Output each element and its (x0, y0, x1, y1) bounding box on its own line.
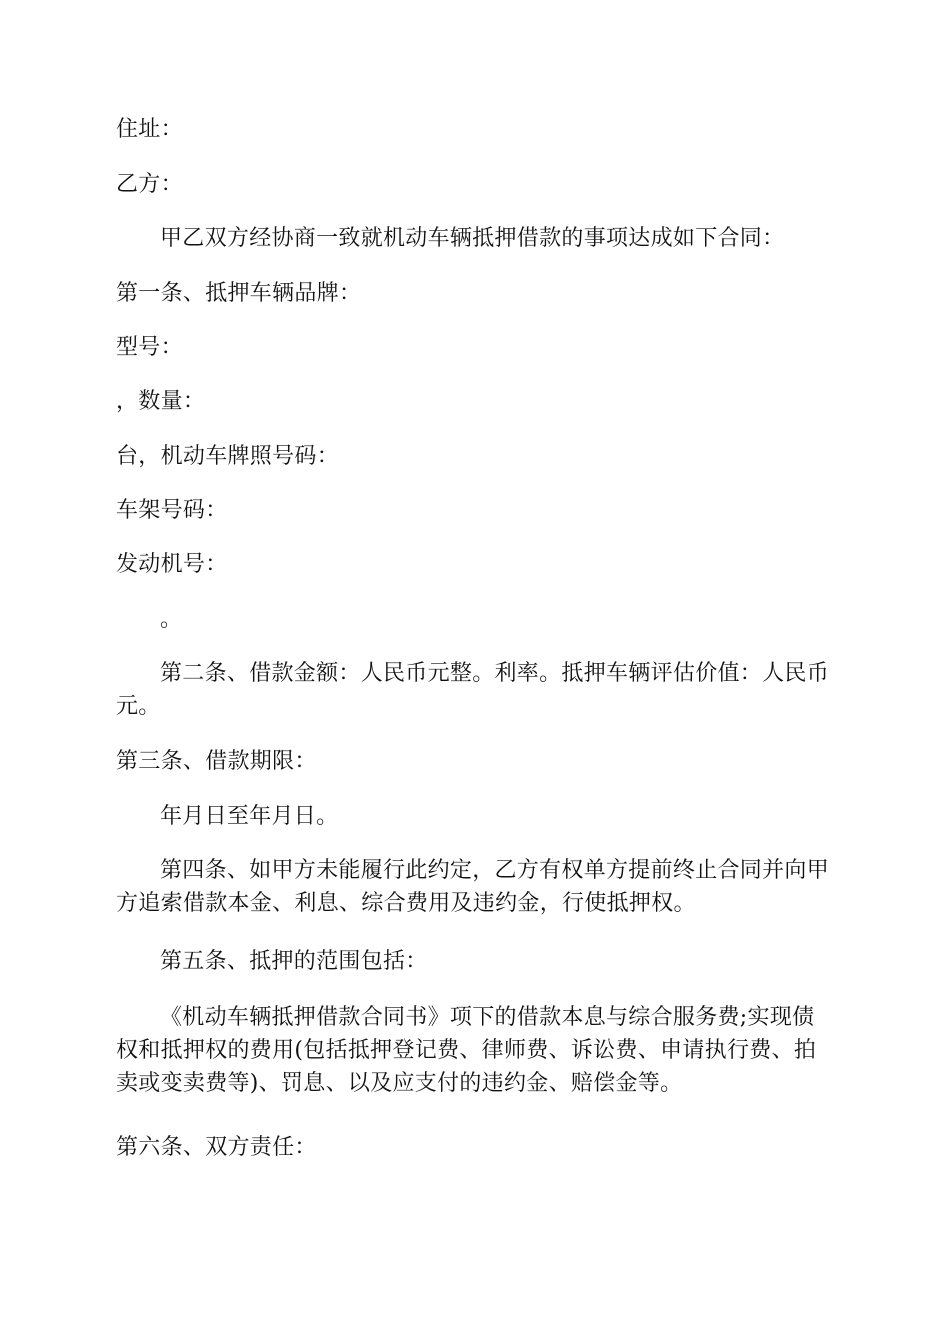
article-6-responsibilities: 第六条、双方责任： (116, 1135, 317, 1160)
engine-number-line: 发动机号： (116, 552, 228, 577)
vehicle-quantity-line: ，数量： (116, 389, 206, 414)
scope-details: 《机动车辆抵押借款合同书》项下的借款本息与综合服务费;实现债权和抵押权的费用(包括抵押登记费、律师费、诉讼费、申请执行费、拍卖或变卖费等)、罚息、以及应支付的违约金、赔偿金等。 (116, 1005, 817, 1096)
loan-term-dates: 年月日至年月日。 (160, 804, 339, 829)
article-4-termination: 第四条、如甲方未能履行此约定，乙方有权单方提前终止合同并向甲方追索借款本金、利息、综合费用及违约金，行使抵押权。 (116, 858, 830, 916)
period-line: 。 (160, 607, 183, 632)
license-plate-line: 台，机动车牌照号码： (116, 444, 340, 469)
party-b-line: 乙方： (116, 172, 183, 197)
vin-line: 车架号码： (116, 498, 228, 523)
vehicle-model-line: 型号： (116, 335, 183, 360)
agreement-intro: 甲乙双方经协商一致就机动车辆抵押借款的事项达成如下合同： (160, 226, 785, 251)
article-5-scope: 第五条、抵押的范围包括： (160, 949, 428, 974)
address-line: 住址： (116, 117, 183, 142)
article-1-vehicle-brand: 第一条、抵押车辆品牌： (116, 281, 362, 306)
article-2-loan-amount: 第二条、借款金额：人民币元整。利率。抵押车辆评估价值：人民币元。 (116, 661, 830, 719)
article-3-loan-term: 第三条、借款期限： (116, 749, 317, 774)
